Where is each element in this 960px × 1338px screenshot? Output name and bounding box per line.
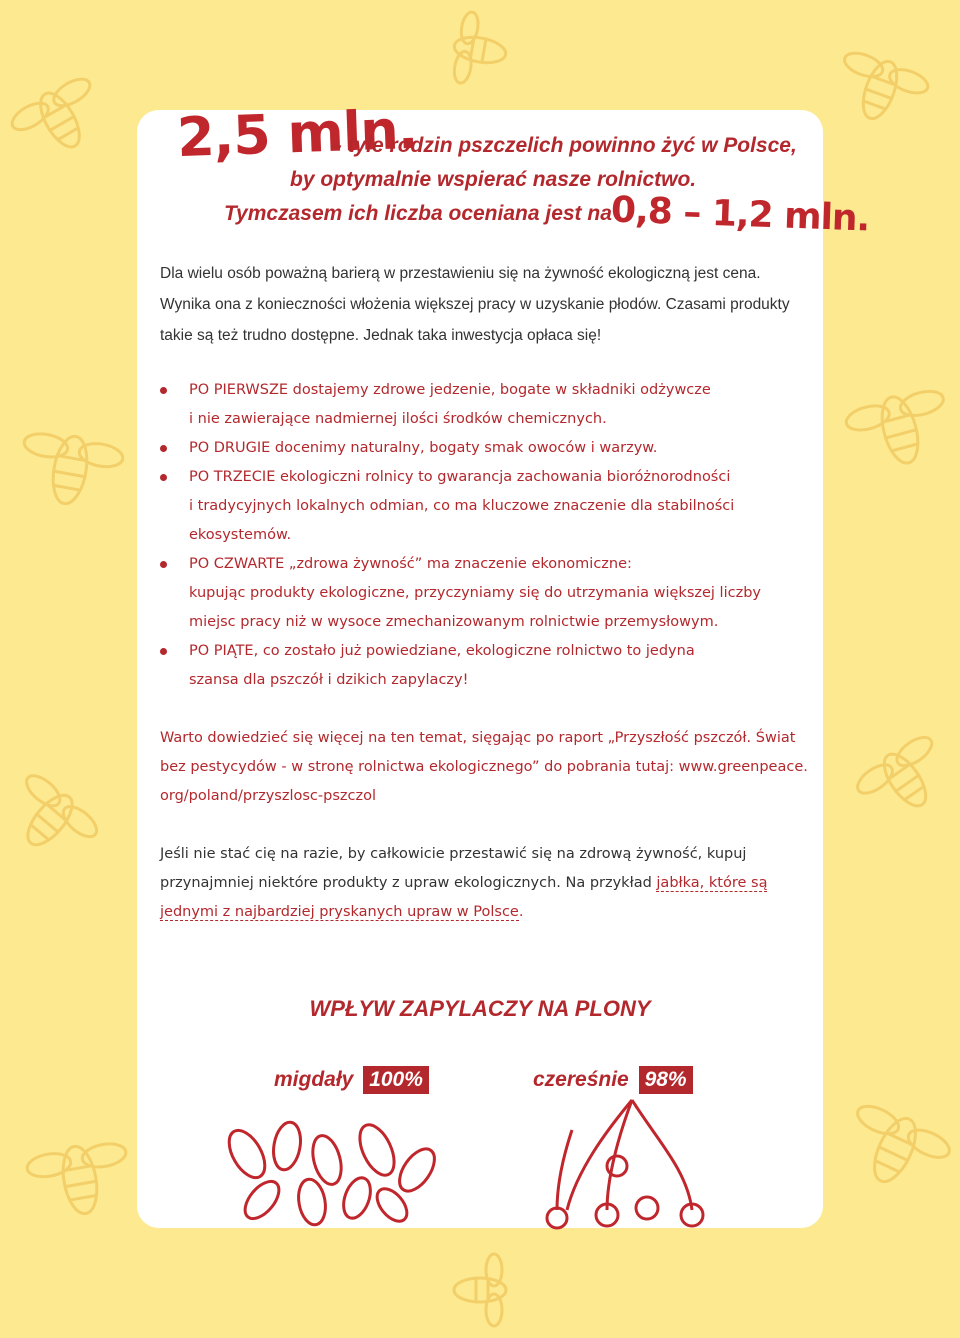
benefit-text: PO PIĄTE, co zostało już powiedziane, ekologiczne rolnictwo to jedyna (189, 643, 695, 659)
bee-icon (7, 72, 113, 168)
pollinator-impact-title: WPŁYW ZAPYLACZY NA PLONY (309, 996, 651, 1021)
bee-icon (828, 47, 931, 133)
bee-icon (454, 1254, 506, 1326)
headline-line-3: Tymczasem ich liczba oceniana jest na (224, 202, 612, 225)
crop-name: czereśnie (533, 1068, 629, 1091)
bee-icon (835, 1098, 954, 1202)
bee-icon (15, 428, 125, 512)
crop-percent-badge: 98% (639, 1066, 693, 1094)
benefit-text: i tradycyjnych lokalnych odmian, co ma kluczowe znaczenie dla stabilności (189, 498, 735, 514)
benefit-text: PO TRZECIE ekologiczni rolnicy to gwarancja zachowania bioróżnorodności (189, 469, 731, 485)
benefit-text: ekosystemów. (189, 527, 292, 543)
crops-illustration (137, 1090, 823, 1228)
report-line: Warto dowiedzieć się więcej na ten temat, sięgając po raport „Przyszłość pszczół. Świat (160, 730, 796, 746)
benefit-text: kupując produkty ekologiczne, przyczyniamy się do utrzymania większej liczby (189, 585, 761, 601)
benefits-list (160, 376, 810, 695)
cherries-icon (547, 1100, 703, 1228)
bullet-icon (160, 474, 167, 481)
benefit-text: PO DRUGIE docenimy naturalny, bogaty smak owoców i warzyw. (189, 440, 658, 456)
crop-percent-badge: 100% (363, 1066, 429, 1094)
list-item (160, 550, 810, 637)
benefit-text: PO PIERWSZE dostajemy zdrowe jedzenie, bogate w składniki odżywcze (189, 382, 711, 398)
tip-line (160, 898, 800, 927)
bee-icon (852, 730, 959, 830)
crop-name: migdały (274, 1068, 354, 1091)
intro-line: takie są też trudno dostępne. Jednak taka inwestycja opłaca się! (160, 327, 602, 344)
list-item (160, 434, 810, 463)
benefit-text: szansa dla pszczół i dzikich zapylaczy! (189, 672, 469, 688)
headline-line-2: by optymalnie wspierać nasze rolnictwo. (290, 168, 697, 191)
list-item (160, 376, 810, 434)
tip-end: . (518, 904, 524, 920)
apples-link-continued[interactable]: jednymi z najbardziej pryskanych upraw w Polsce (160, 904, 519, 920)
bullet-icon (160, 445, 167, 452)
report-line: bez pestycydów - w stronę rolnictwa ekologicznego” do pobrania tutaj: www.greenpeace. (160, 759, 808, 775)
stat-bee-colonies-actual: 0,8 – 1,2 mln. (610, 189, 870, 240)
list-item (160, 637, 810, 695)
tip-paragraph (160, 840, 800, 927)
intro-paragraph (160, 258, 805, 351)
tip-line: Jeśli nie stać cię na razie, by całkowicie przestawić się na zdrową żywność, kupuj (160, 846, 747, 862)
bee-icon (843, 384, 957, 476)
benefit-text: miejsc pracy niż w wysoce zmechanizowanym rolnictwie przemysłowym. (189, 614, 719, 630)
bullet-icon (160, 387, 167, 394)
report-line: org/poland/przyszlosc-pszczol (160, 788, 376, 804)
almonds-icon (222, 1120, 442, 1227)
list-item (160, 463, 810, 550)
benefit-text: i nie zawierające nadmiernej ilości środków chemicznych. (189, 411, 607, 427)
report-paragraph (160, 724, 810, 811)
bullet-icon (160, 648, 167, 655)
stat-bee-colonies-needed: 2,5 mln. (175, 97, 419, 170)
intro-line: Wynika ona z konieczności włożenia większej pracy w uzyskanie płodów. Czasami produkty (160, 296, 790, 313)
apples-link[interactable]: jabłka, które są (656, 875, 768, 891)
tip-text: przynajmniej niektóre produkty z upraw ekologicznych. Na przykład (160, 875, 657, 891)
bee-icon (448, 10, 512, 90)
content-card (137, 97, 870, 1228)
bullet-icon (160, 561, 167, 568)
bee-icon (25, 1138, 135, 1222)
bee-icon (0, 769, 103, 872)
intro-line: Dla wielu osób poważną barierą w przestawieniu się na żywność ekologiczną jest cena. (160, 265, 761, 282)
headline-line-1: – tyle rodzin pszczelich powinno żyć w Polsce, (330, 134, 797, 157)
tip-line (160, 869, 800, 898)
benefit-text: PO CZWARTE „zdrowa żywność” ma znaczenie ekonomiczne: (189, 556, 632, 572)
